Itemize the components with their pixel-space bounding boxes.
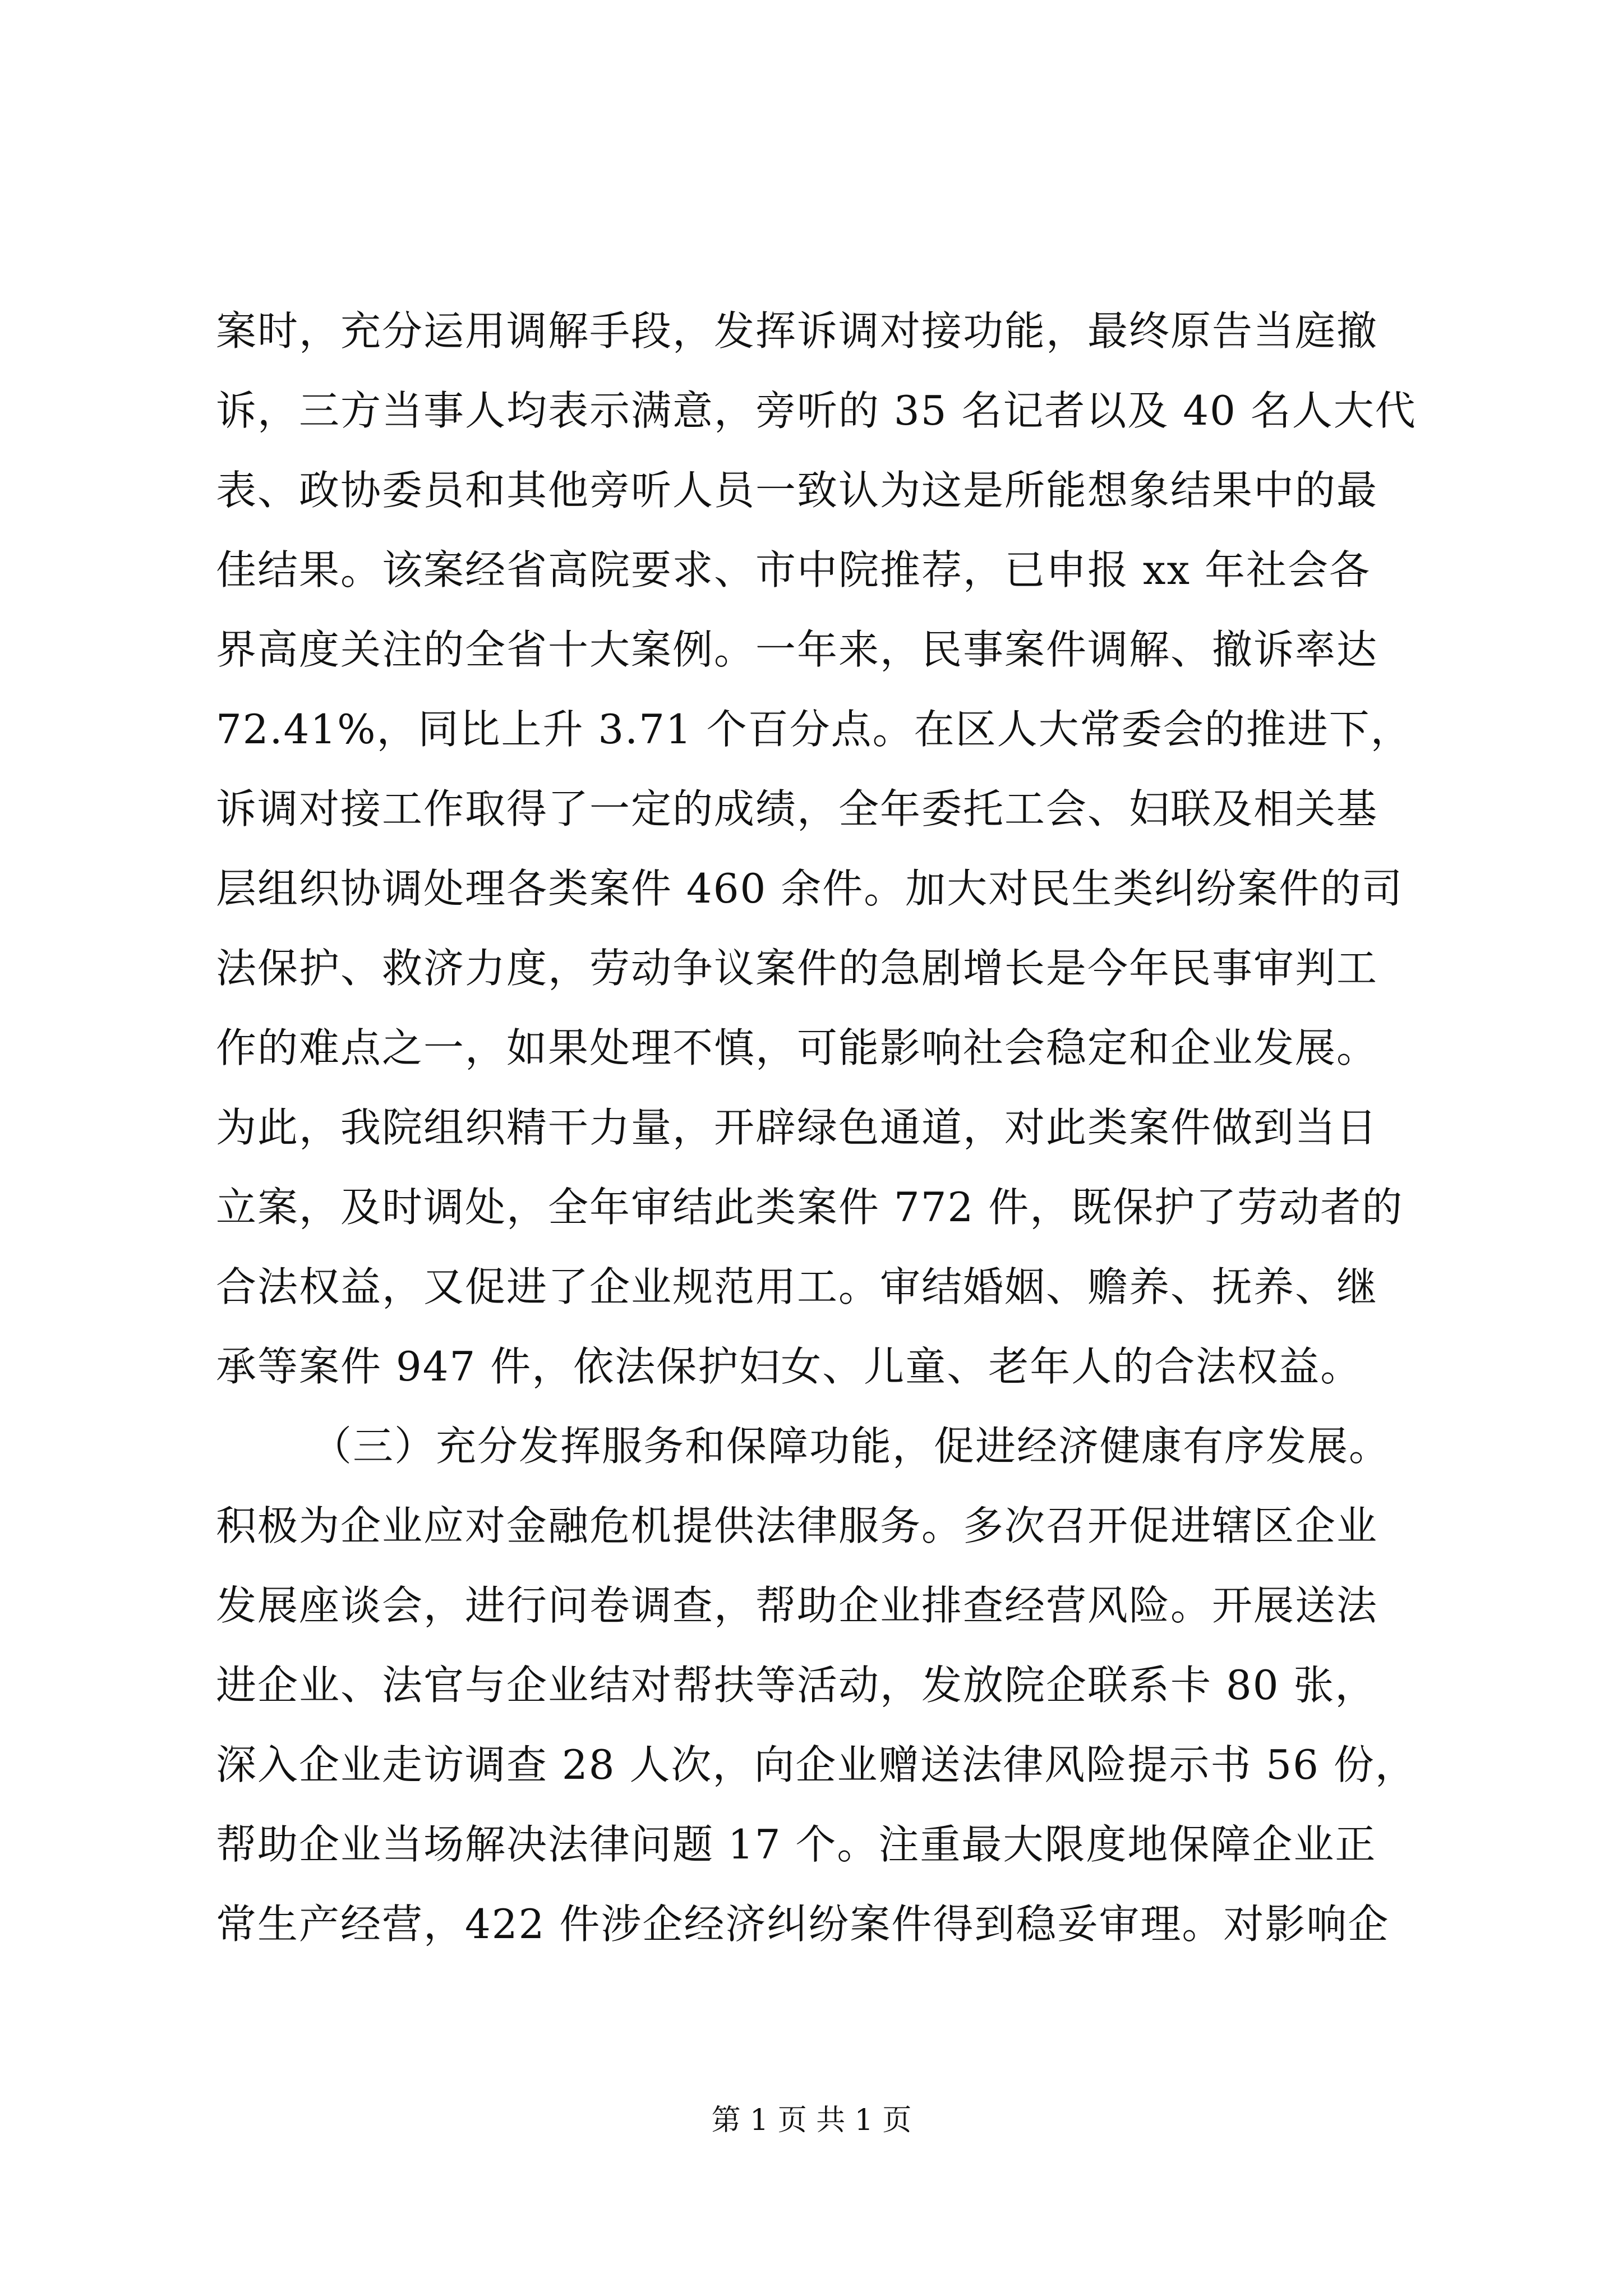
paragraph-line: 层组织协调处理各类案件 460 余件。加大对民生类纠纷案件的司: [216, 865, 1404, 912]
paragraph-line: 帮助企业当场解决法律问题 17 个。注重最大限度地保障企业正: [216, 1821, 1377, 1868]
paragraph-line: 72.41%，同比上升 3.71 个百分点。在区人大常委会的推进下，: [216, 706, 1412, 753]
page-number-footer: 第 1 页 共 1 页: [711, 2104, 912, 2137]
paragraph-line: 合法权益，又促进了企业规范用工。审结婚姻、赡养、抚养、继: [216, 1263, 1378, 1310]
paragraph-line: 进企业、法官与企业结对帮扶等活动，发放院企联系卡 80 张，: [216, 1662, 1377, 1709]
paragraph-line: 为此，我院组织精干力量，开辟绿色通道，对此类案件做到当日: [216, 1104, 1378, 1151]
paragraph-line: 立案，及时调处，全年审结此类案件 772 件，既保护了劳动者的: [216, 1184, 1404, 1231]
paragraph-line: 发展座谈会，进行问卷调查，帮助企业排查经营风险。开展送法: [216, 1582, 1378, 1629]
paragraph-line: 作的难点之一，如果处理不慎，可能影响社会稳定和企业发展。: [216, 1024, 1378, 1071]
paragraph-line: 深入企业走访调查 28 人次，向企业赠送法律风险提示书 56 份，: [216, 1741, 1417, 1788]
paragraph-line: 法保护、救济力度，劳动争议案件的急剧增长是今年民事审判工: [216, 945, 1378, 992]
paragraph-line: 积极为企业应对金融危机提供法律服务。多次召开促进辖区企业: [216, 1502, 1378, 1549]
section-heading-line: （三）充分发挥服务和保障功能，促进经济健康有序发展。: [311, 1423, 1391, 1470]
paragraph-line: 诉，三方当事人均表示满意，旁听的 35 名记者以及 40 名人大代: [216, 387, 1417, 434]
paragraph-line: 诉调对接工作取得了一定的成绩，全年委托工会、妇联及相关基: [216, 785, 1378, 832]
paragraph-line: 佳结果。该案经省高院要求、市中院推荐，已申报 xx 年社会各: [216, 546, 1371, 593]
paragraph-line: 表、政协委员和其他旁听人员一致认为这是所能想象结果中的最: [216, 467, 1378, 514]
paragraph-line: 界高度关注的全省十大案例。一年来，民事案件调解、撤诉率达: [216, 626, 1378, 673]
paragraph-line: 承等案件 947 件，依法保护妇女、儿童、老年人的合法权益。: [216, 1343, 1362, 1390]
paragraph-line: 常生产经营，422 件涉企经济纠纷案件得到稳妥审理。对影响企: [216, 1901, 1390, 1948]
paragraph-line: 案时，充分运用调解手段，发挥诉调对接功能，最终原告当庭撤: [216, 307, 1378, 355]
